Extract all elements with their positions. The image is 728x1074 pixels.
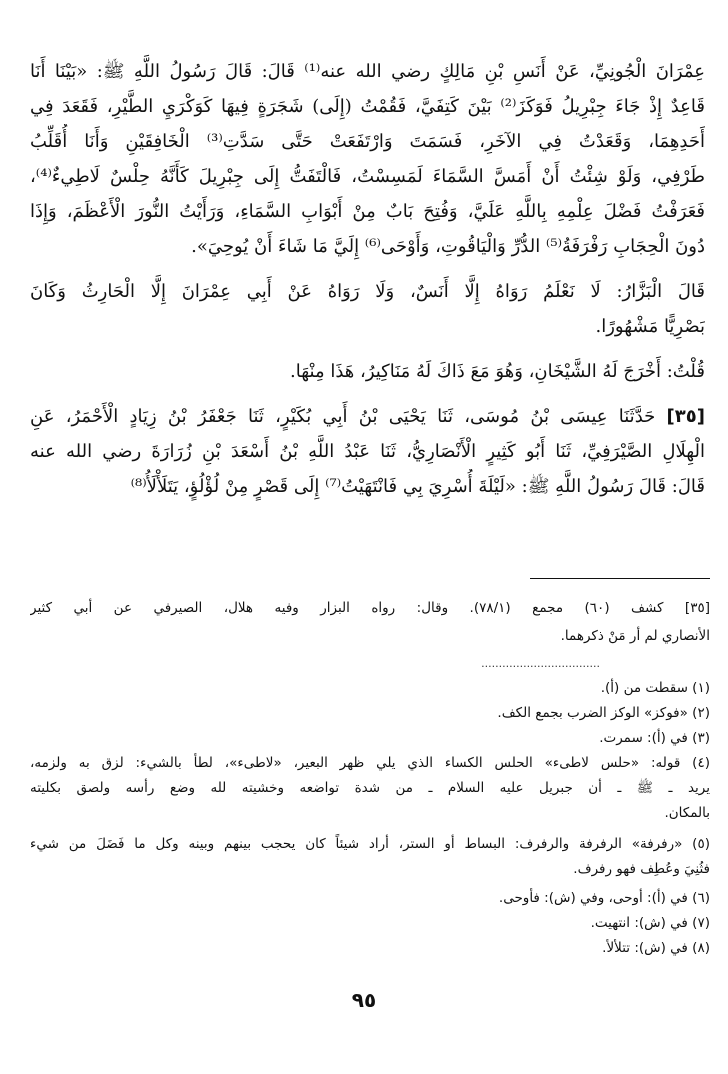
dotted-separator: .................................. bbox=[481, 657, 600, 670]
source-note: [٣٥] كشف (٦٠) مجمع (٧٨/١). وقال: رواه البزار وفيه هلال، الصيرفي عن أبي كثير bbox=[30, 600, 710, 616]
text-line: أَحَدِهِمَا، وَقَعَدْتُ فِي الآخَرِ، فَسَمَتَ وَارْتَفَعَتْ حَتَّى سَدَّتِ⁽³⁾ الْخَافِقَيْنِ وَأَنَا أُقَلِّبُ bbox=[30, 131, 705, 152]
page-number: ٩٥ bbox=[351, 988, 377, 1012]
footnote: (١) سقطت من (أ). bbox=[600, 680, 710, 696]
footnote-continuation: فثُنِيَ وعُطِف فهو رفرف. bbox=[573, 861, 710, 877]
text-line: دُونَ الْحِجَابِ رَفْرَفَةُ⁽⁵⁾ الدُّرِّ وَالْيَاقُوتِ، وَأَوْحَى⁽⁶⁾ إِلَيَّ مَا شَاءَ أَنْ يُوحِيَ». bbox=[191, 236, 705, 257]
bazzar-comment: بَصْرِيًّا مَشْهُورًا. bbox=[595, 316, 705, 337]
author-comment: قُلْتُ: أَخْرَجَ لَهُ الشَّيْخَانِ، وَهُوَ مَعَ ذَاكَ لَهُ مَنَاكِيرُ، هَذَا مِنْهَا. bbox=[290, 361, 705, 382]
footnote: (٢) «فوكز» الوكز الضرب بجمع الكف. bbox=[497, 705, 710, 721]
hadith-text: حَدَّثَنَا عِيسَى بْنُ مُوسَى، ثَنَا يَحْيَى بْنُ أَبِي بُكَيْرٍ، ثَنَا جَعْفَرُ بْنُ زِيَادٍ الْأَحْمَرُ، عَنِ bbox=[30, 406, 656, 427]
hadith-number: [٣٥] bbox=[666, 406, 705, 427]
text-line: عِمْرَانَ الْجُونِيِّ، عَنْ أَنَسِ بْنِ مَالِكٍ رضي الله عنه⁽¹⁾ قَالَ: قَالَ رَسُولُ اللَّهِ ﷺ: «بَيْنَا أَنَا bbox=[30, 61, 705, 82]
footnotes-section bbox=[30, 594, 710, 961]
footnote-separator bbox=[530, 578, 710, 579]
footnote: (٨) في (ش): تتلألأ. bbox=[602, 940, 710, 956]
text-line: طَرْفِي، وَلَوْ شِئْتُ أَنْ أَمَسَّ السَّمَاءَ لَمَسِسْتُ، فَالْتَفَتُّ إِلَى جِبْرِيلَ كَأَنَّهُ حِلْسٌ لَاطِيءٌ⁽⁴⁾، bbox=[30, 166, 705, 187]
main-text bbox=[30, 54, 705, 504]
hadith-35-line: الْهِلَالِ الصَّيْرَفِيِّ، ثَنَا أَبُو كَثِيرٍ الْأَنْصَارِيُّ، ثَنَا عَبْدُ اللَّهِ بْنُ أَسْعَدَ بْنِ زُرَارَةَ رضي الله عنه bbox=[30, 441, 705, 462]
footnote-continuation: يريد ـ ﷺ ـ أن جبريل عليه السلام ـ من شدة تواضعه وخشيته لله وضع رأسه ولصق بكليته bbox=[30, 780, 710, 796]
text-line: قَاعِدٌ إِذْ جَاءَ جِبْرِيلُ فَوَكَزَ⁽²⁾ بَيْنَ كَتِفَيَّ، فَقُمْتُ (إِلَى) شَجَرَةٍ فِيهَا كَوَكْرَيِ الطَّيْرِ، فَقَعَدَ فِي bbox=[30, 96, 705, 117]
footnote: (٧) في (ش): انتهيت. bbox=[590, 915, 710, 931]
hadith-35-line bbox=[30, 399, 705, 434]
source-note: الأنصاري لم أر مَنْ ذكرهما. bbox=[560, 628, 710, 644]
footnote: (٣) في (أ): سمرت. bbox=[599, 730, 710, 746]
footnote: (٥) «رفرفة» الرفرفة والرفرف: البساط أو الستر، أراد شيئاً كان يحجب بينهم وبينه وكل ما فَضَلَ من شيء bbox=[30, 836, 710, 852]
footnote: (٤) قوله: «حلس لاطىء» الحلس الكساء الذي يلي ظهر البعير، «لاطىء»، لطأ بالشيء: لزق به ولزمه، bbox=[30, 755, 710, 771]
hadith-35-line: قَالَ: قَالَ رَسُولُ اللَّهِ ﷺ: «لَيْلَةَ أُسْرِيَ بِي فَانْتَهَيْتُ⁽⁷⁾ إِلَى قَصْرٍ مِنْ لُؤْلُؤٍ، يَتَلَأْلَأُ⁽⁸⁾ bbox=[130, 476, 705, 497]
bazzar-comment: قَالَ الْبَزَّارُ: لَا نَعْلَمُ رَوَاهُ إِلَّا أَنَسٌ، وَلَا رَوَاهُ عَنْ أَبِي عِمْرَانَ إِلَّا الْحَارِثُ وَكَانَ bbox=[30, 281, 705, 302]
footnote: (٦) في (أ): أوحى، وفي (ش): فأوحى. bbox=[498, 890, 710, 906]
text-line: فَعَرَفْتُ فَضْلَ عِلْمِهِ بِاللَّهِ عَلَيَّ، وَفُتِحَ بَابٌ مِنْ أَبْوَابِ السَّمَاءِ، وَرَأَيْتُ النُّورَ الْأَعْظَمَ، وَإِذَا bbox=[30, 201, 705, 222]
footnote-continuation: بالمكان. bbox=[664, 805, 710, 821]
